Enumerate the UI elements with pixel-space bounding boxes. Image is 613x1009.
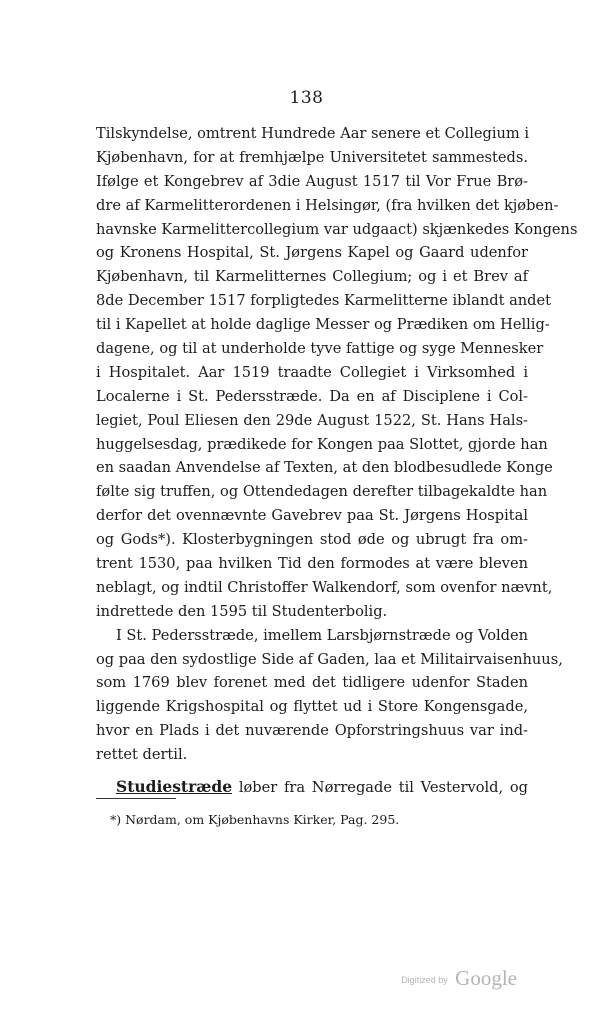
text-line: Kjøbenhavn, til Karmelitternes Collegium; og i et Brev af (96, 268, 528, 286)
street-headword: Studiestræde (116, 777, 233, 797)
watermark-prefix: Digitized by (401, 975, 448, 985)
text-line: trent 1530, paa hvilken Tid den formodes at være bleven (96, 555, 528, 573)
body-text (96, 122, 578, 799)
text-line: huggelsesdag, prædikede for Kongen paa Slottet, gjorde han (96, 435, 548, 453)
text-line: rettet dertil. (96, 746, 188, 764)
text-line: dagene, og til at underholde tyve fattige og syge Mennesker (96, 340, 544, 358)
text-line: Localerne i St. Pedersstræde. Da en af Disciplene i Col- (96, 387, 528, 405)
text-line: til i Kapellet at holde daglige Messer og Prædiken om Hellig- (96, 316, 550, 334)
text-line: neblagt, og indtil Christoffer Walkendorf, som ovenfor nævnt, (96, 578, 553, 596)
text-line: 8de December 1517 forpligtedes Karmelitterne iblandt andet (96, 292, 552, 310)
page-number: 138 (289, 88, 324, 108)
text-line: Kjøbenhavn, for at fremhjælpe Universitetet sammesteds. (96, 148, 528, 166)
text-line: og paa den sydostlige Side af Gaden, laa et Militairvaisenhuus, (96, 650, 563, 668)
text-line: dre af Karmelitterordenen i Helsingør, (fra hvilken det kjøben- (96, 196, 559, 214)
text-line: derfor det ovennævnte Gavebrev paa St. Jørgens Hospital (96, 507, 528, 525)
text-line: en saadan Anvendelse af Texten, at den blodbesudlede Konge (96, 459, 553, 477)
text-line: hvor en Plads i det nuværende Opforstringshuus var ind- (96, 722, 528, 740)
text-line: i Hospitalet. Aar 1519 traadte Collegiet i Virksomhed i (96, 363, 528, 381)
footnote: *) Nørdam, om Kjøbenhavns Kirker, Pag. 295. (110, 812, 400, 827)
text-line: havnske Karmelittercollegium var udgaact) skjænkedes Kongens (96, 220, 578, 238)
text-line: legiet, Poul Eliesen den 29de August 1522, St. Hans Hals- (96, 411, 528, 429)
text-line: følte sig truffen, og Ottendedagen derefter tilbagekaldte han (96, 483, 548, 501)
footnote-divider (96, 798, 176, 799)
text-line (96, 775, 528, 799)
text-line: liggende Krigshospital og flyttet ud i Store Kongensgade, (96, 698, 528, 716)
text-line: og Kronens Hospital, St. Jørgens Kapel og Gaard udenfor (96, 244, 528, 262)
text-line: I St. Pedersstræde, imellem Larsbjørnstræde og Volden (116, 626, 529, 644)
google-logo: Google (455, 966, 517, 990)
text-line: som 1769 blev forenet med det tidligere udenfor Staden (96, 674, 528, 692)
text-line: indrettede den 1595 til Studenterbolig. (96, 602, 388, 620)
text-line: Tilskyndelse, omtrent Hundrede Aar senere et Collegium i (96, 125, 530, 142)
digitization-watermark (401, 966, 517, 991)
text-line: og Gods*). Klosterbygningen stod øde og ubrugt fra om- (96, 531, 528, 549)
text-line: Ifølge et Kongebrev af 3die August 1517 til Vor Frue Brø- (96, 172, 528, 190)
headword-continuation: løber fra Nørregade til Vestervold, og (238, 779, 529, 797)
